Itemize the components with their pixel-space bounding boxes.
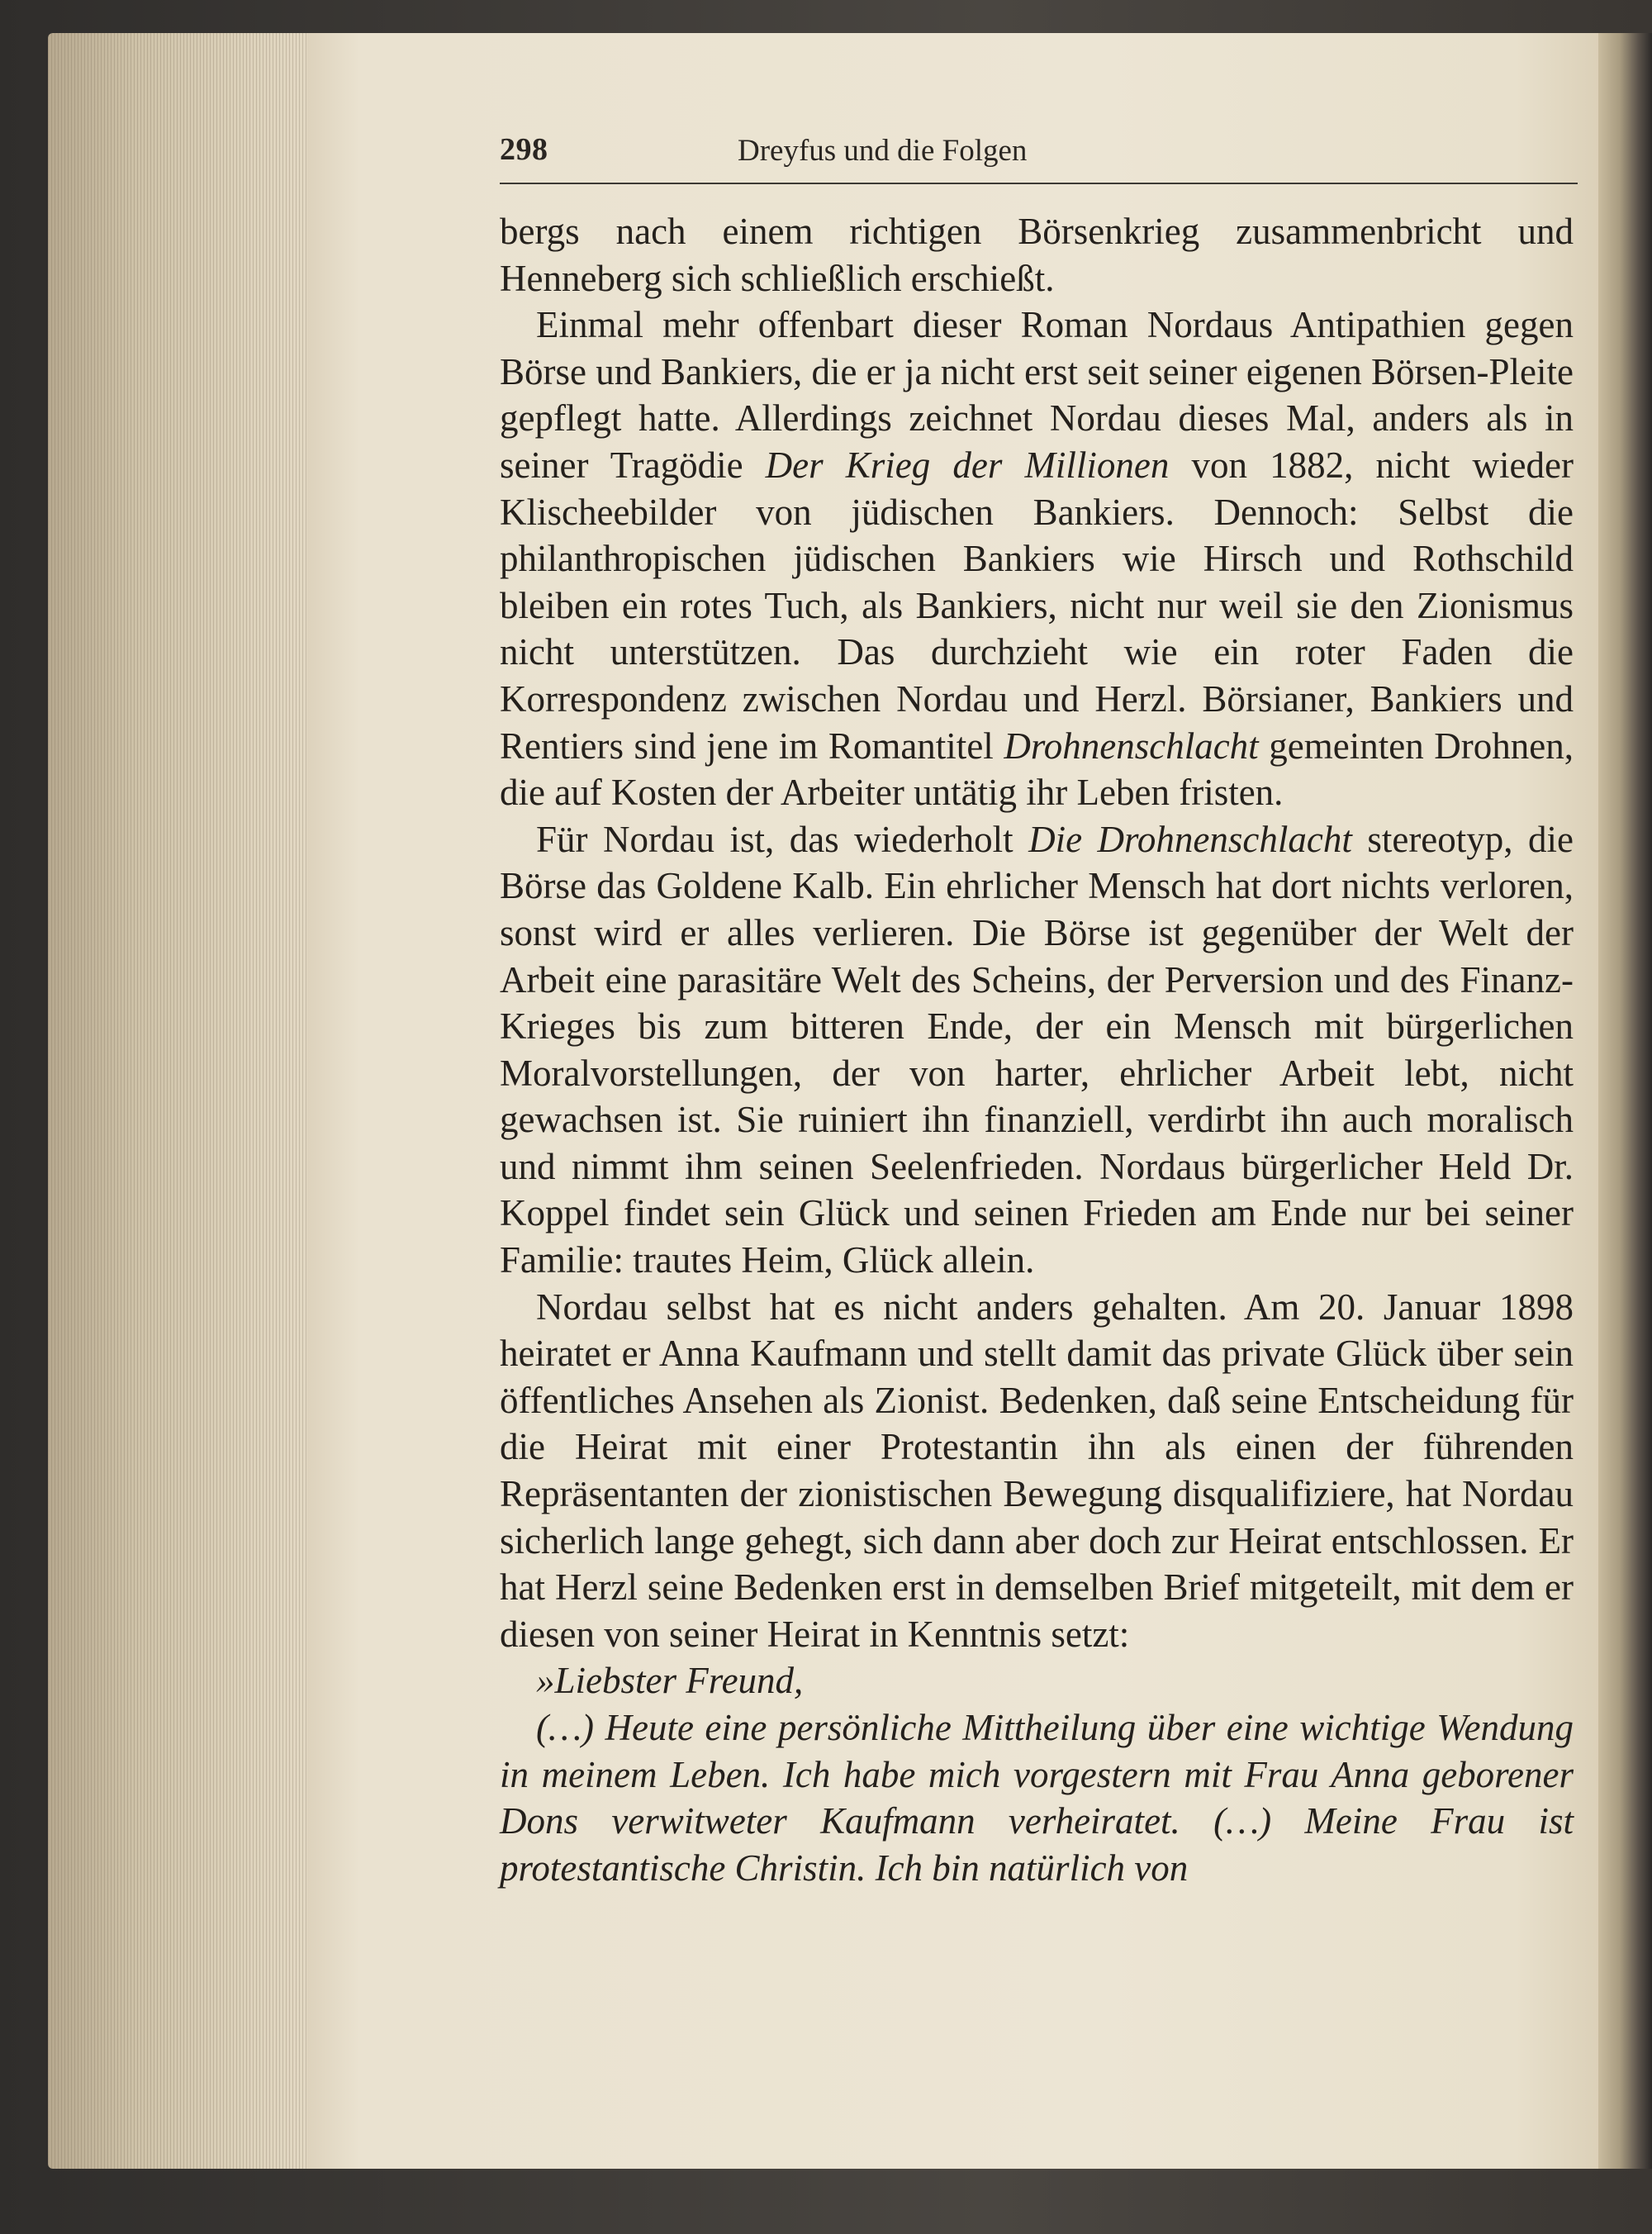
book-title: Der Krieg der Millionen — [765, 444, 1170, 486]
text-segment: Einmal mehr offenbart dieser Roman Nordaus Antipathien gegen Börse und Bankiers, die er ja nicht erst seit seiner eigenen Börsen-Pleite gepflegt hatte. Allerdings zeichnet Nordau dieses Mal, anders als in seiner Tragödie — [500, 304, 1574, 486]
quote-text: (…) Heute eine persönliche Mittheilung über eine wichtige Wendung in meinem Leben. Ich habe mich vorgestern mit Frau Anna geborener Dons verwitweter Kaufmann verheiratet. (…) Meine Frau ist protestantische Christin. Ich bin natürlich von — [500, 1707, 1574, 1889]
paragraph-4 — [500, 1284, 1574, 1658]
book-title: Die Drohnenschlacht — [1028, 818, 1352, 860]
paragraph-1 — [500, 208, 1574, 302]
book-gutter — [1598, 33, 1652, 2169]
page-number: 298 — [500, 132, 548, 167]
page-header — [500, 128, 1578, 184]
text-segment: von 1882, nicht wieder Klischeebilder von jüdischen Bankiers. Dennoch: Selbst die philanthropischen jüdischen Bankiers wie Hirsch und Rothschild bleiben ein rotes Tuch, als Bankiers, nicht nur weil sie den Zionismus nicht unterstützen. Das durchzieht wie ein roter Faden die Korrespondenz zwischen Nordau und Herzl. Börsianer, Bankiers und Rentiers sind jene im Romantitel — [500, 444, 1574, 767]
paragraph-2 — [500, 302, 1574, 816]
text-segment: Nordau selbst hat es nicht anders gehalten. Am 20. Januar 1898 heiratet er Anna Kaufmann und stellt damit das private Glück über sein öffentliches Ansehen als Zionist. Bedenken, daß seine Entscheidung für die Heirat mit einer Protestantin ihn als einen der führenden Repräsentanten der zionistischen Bewegung disqualifiziere, hat Nordau sicherlich lange gehegt, sich dann aber doch zur Heirat entschlossen. Er hat Herzl seine Bedenken erst in demselben Brief mitgeteilt, mit dem er diesen von seiner Heirat in Kenntnis setzt: — [500, 1286, 1574, 1655]
book-page-edges — [48, 33, 312, 2169]
text-segment: stereotyp, die Börse das Goldene Kalb. Ein ehrlicher Mensch hat dort nichts verloren, sonst wird er alles verlieren. Die Börse ist gegenüber der Welt der Arbeit eine parasitäre Welt des Scheins, der Perversion und des Finanz-Krieges bis zum bitteren Ende, der ein Mensch mit bürgerlichen Moralvorstellungen, der von harter, ehrlicher Arbeit lebt, nicht gewachsen ist. Sie ruiniert ihn finanziell, verdirbt ihn auch moralisch und nimmt ihm seinen Seelenfrieden. Nordaus bürgerlicher Held Dr. Koppel findet sein Glück und seinen Frieden am Ende nur bei seiner Familie: trautes Heim, Glück allein. — [500, 818, 1574, 1281]
book-title: Drohnenschlacht — [1004, 725, 1259, 767]
quote-salutation — [500, 1657, 1574, 1704]
quote-body — [500, 1704, 1574, 1891]
text-segment: gemeinten Drohnen, die auf Kosten der Arbeiter untätig ihr Leben fristen. — [500, 725, 1574, 814]
paragraph-3 — [500, 816, 1574, 1284]
quote-text: »Liebster Freund, — [536, 1660, 804, 1702]
text-segment: Für Nordau ist, das wiederholt — [536, 818, 1029, 860]
text-segment: bergs nach einem richtigen Börsenkrieg zusammenbricht und Henneberg sich schließlich erschießt. — [500, 211, 1574, 299]
body-text — [500, 208, 1574, 1891]
running-head: Dreyfus und die Folgen — [738, 134, 1028, 168]
